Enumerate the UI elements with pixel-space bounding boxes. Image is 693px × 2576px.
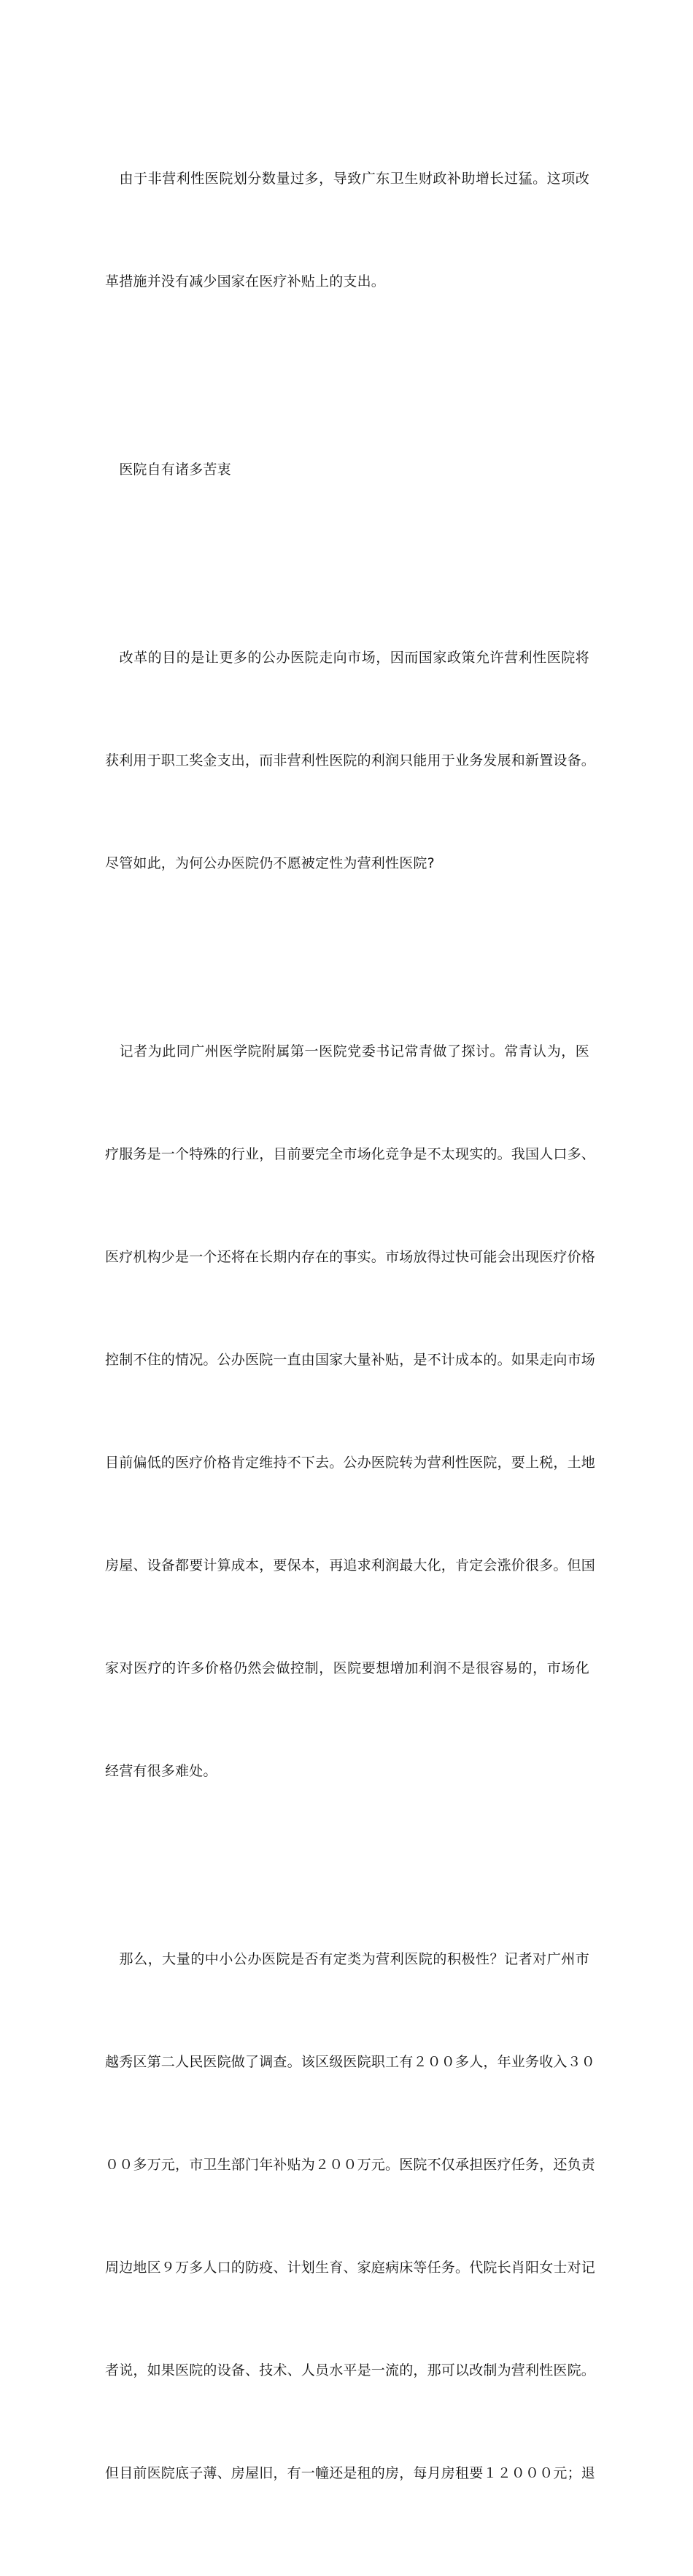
text-line: 尽管如此，为何公办医院仍不愿被定性为营利性医院?	[105, 855, 435, 871]
text-line: ００多万元，市卫生部门年补贴为２００万元。医院不仅承担医疗任务，还负责	[105, 2157, 596, 2173]
text-line: 疗服务是一个特殊的行业，目前要完全市场化竞争是不太现实的。我国人口多、	[105, 1146, 596, 1162]
text-line: 经营有很多难处。	[105, 1763, 217, 1779]
paragraph-3	[105, 572, 596, 949]
text-line: 那么，大量的中小公办医院是否有定类为营利医院的积极性？记者对广州市	[105, 1951, 589, 1967]
text-line: 记者为此同广州医学院附属第一医院党委书记常青做了探讨。常青认为，医	[105, 1043, 589, 1059]
text-line: 家对医疗的许多价格仍然会做控制，医院要想增加利润不是很容易的，市场化	[105, 1660, 589, 1676]
text-line: 革措施并没有减少国家在医疗补贴上的支出。	[105, 273, 386, 289]
text-line: 但目前医院底子薄、房屋旧，有一幢还是租的房，每月房租要１２０００元；退	[105, 2465, 596, 2481]
text-line: 越秀区第二人民医院做了调查。该区级医院职工有２００多人，年业务收入３０	[105, 2054, 596, 2070]
text-line: 房屋、设备都要计算成本，要保本，再追求利润最大化，肯定会涨价很多。但国	[105, 1557, 596, 1573]
text-line: 者说，如果医院的设备、技术、人员水平是一流的，那可以改制为营利性医院。	[105, 2362, 596, 2378]
paragraph-4	[105, 966, 596, 1857]
text-line: 周边地区９万多人口的防疫、计划生育、家庭病床等任务。代院长肖阳女士对记	[105, 2260, 596, 2276]
text-line: 目前偏低的医疗价格肯定维持不下去。公办医院转为营利性医院，要上税，土地	[105, 1455, 596, 1471]
text-line: 由于非营利性医院划分数量过多，导致广东卫生财政补助增长过猛。这项改	[105, 171, 589, 187]
text-line: 获利用于职工奖金支出，而非营利性医院的利润只能用于业务发展和新置设备。	[105, 752, 596, 768]
text-line: 医疗机构少是一个还将在长期内存在的事实。市场放得过快可能会出现医疗价格	[105, 1249, 596, 1265]
document-body	[105, 93, 596, 2576]
paragraph-5	[105, 1874, 596, 2559]
text-line: 改革的目的是让更多的公办医院走向市场，因而国家政策允许营利性医院将	[105, 650, 589, 666]
section-heading	[105, 384, 589, 556]
text-line: 控制不住的情况。公办医院一直由国家大量补贴，是不计成本的。如果走向市场	[105, 1352, 596, 1368]
text-line: 医院自有诸多苦衷	[105, 462, 231, 478]
paragraph-1	[105, 93, 589, 367]
